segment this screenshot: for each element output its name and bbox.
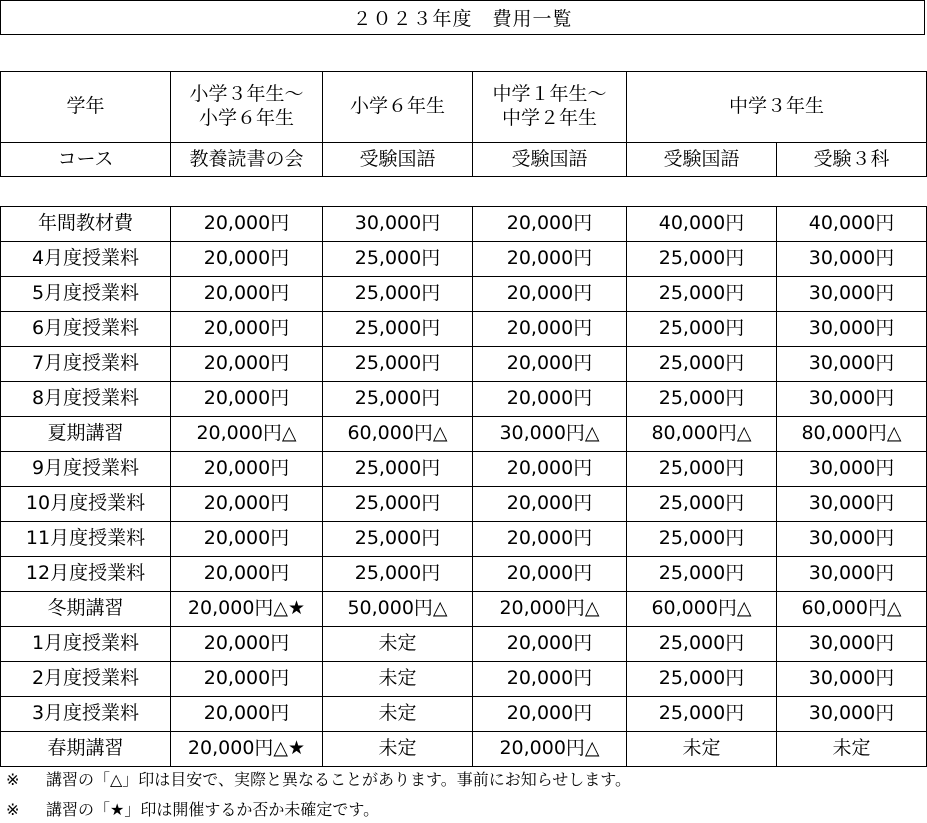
fee-cell: 25,000円 bbox=[323, 487, 473, 522]
fee-cell: 未定 bbox=[627, 732, 777, 767]
fee-cell: 40,000円 bbox=[627, 207, 777, 242]
table-row bbox=[1, 207, 927, 242]
fee-cell: 25,000円 bbox=[323, 242, 473, 277]
row-label: 春期講習 bbox=[1, 732, 171, 767]
row-label: 夏期講習 bbox=[1, 417, 171, 452]
fee-cell: 20,000円 bbox=[171, 697, 323, 732]
row-label: 8月度授業料 bbox=[1, 382, 171, 417]
fee-cell: 30,000円 bbox=[777, 242, 927, 277]
fee-cell: 30,000円 bbox=[777, 382, 927, 417]
fee-cell: 20,000円△ bbox=[473, 592, 627, 627]
table-row bbox=[1, 417, 927, 452]
page-title: ２０２３年度 費用一覧 bbox=[0, 0, 925, 35]
grade-cell: 中学３年生 bbox=[627, 72, 927, 143]
fee-cell: 30,000円 bbox=[777, 627, 927, 662]
fee-cell: 20,000円 bbox=[473, 627, 627, 662]
row-label: 1月度授業料 bbox=[1, 627, 171, 662]
row-label: 7月度授業料 bbox=[1, 347, 171, 382]
fee-cell: 20,000円 bbox=[473, 277, 627, 312]
fee-cell: 20,000円 bbox=[171, 277, 323, 312]
fee-cell: 20,000円 bbox=[473, 312, 627, 347]
fee-cell: 80,000円△ bbox=[627, 417, 777, 452]
fee-cell: 20,000円△ bbox=[473, 732, 627, 767]
fee-cell: 20,000円 bbox=[473, 242, 627, 277]
fee-cell: 20,000円 bbox=[171, 522, 323, 557]
note-triangle bbox=[6, 767, 631, 790]
table-row bbox=[1, 277, 927, 312]
note-text: 講習の「★」印は開催するか否か未確定です。 bbox=[46, 800, 380, 819]
fee-cell: 25,000円 bbox=[627, 452, 777, 487]
fee-cell: 25,000円 bbox=[627, 277, 777, 312]
course-cell: 受験国語 bbox=[627, 143, 777, 177]
table-row bbox=[1, 627, 927, 662]
fee-cell: 60,000円△ bbox=[627, 592, 777, 627]
row-label: 11月度授業料 bbox=[1, 522, 171, 557]
course-cell: 受験国語 bbox=[473, 143, 627, 177]
course-label: コース bbox=[1, 143, 171, 177]
fee-cell: 20,000円 bbox=[171, 627, 323, 662]
fee-cell: 60,000円△ bbox=[777, 592, 927, 627]
table-row bbox=[1, 452, 927, 487]
table-row bbox=[1, 382, 927, 417]
row-label: 6月度授業料 bbox=[1, 312, 171, 347]
fee-cell: 未定 bbox=[323, 697, 473, 732]
table-row bbox=[1, 487, 927, 522]
row-label: 年間教材費 bbox=[1, 207, 171, 242]
fee-cell: 20,000円 bbox=[171, 312, 323, 347]
fee-cell: 20,000円 bbox=[171, 662, 323, 697]
course-cell: 受験３科 bbox=[777, 143, 927, 177]
fee-cell: 20,000円 bbox=[171, 242, 323, 277]
grade-row bbox=[1, 72, 927, 143]
grade-cell: 小学６年生 bbox=[323, 72, 473, 143]
row-label: 4月度授業料 bbox=[1, 242, 171, 277]
fee-cell: 30,000円 bbox=[323, 207, 473, 242]
fee-cell: 20,000円 bbox=[473, 557, 627, 592]
fee-cell: 未定 bbox=[777, 732, 927, 767]
fee-cell: 20,000円 bbox=[171, 207, 323, 242]
fee-cell: 30,000円△ bbox=[473, 417, 627, 452]
fee-cell: 25,000円 bbox=[627, 242, 777, 277]
fee-cell: 20,000円 bbox=[473, 452, 627, 487]
fee-cell: 25,000円 bbox=[323, 312, 473, 347]
course-row bbox=[1, 143, 927, 177]
fee-cell: 20,000円 bbox=[473, 697, 627, 732]
fee-cell: 30,000円 bbox=[777, 662, 927, 697]
fee-cell: 25,000円 bbox=[627, 627, 777, 662]
fee-cell: 20,000円 bbox=[473, 207, 627, 242]
fee-cell: 25,000円 bbox=[627, 522, 777, 557]
fee-cell: 20,000円 bbox=[473, 347, 627, 382]
fee-cell: 20,000円 bbox=[473, 487, 627, 522]
table-row bbox=[1, 592, 927, 627]
table-row bbox=[1, 312, 927, 347]
table-row bbox=[1, 697, 927, 732]
fee-cell: 30,000円 bbox=[777, 452, 927, 487]
course-cell: 教養読書の会 bbox=[171, 143, 323, 177]
fee-cell: 未定 bbox=[323, 732, 473, 767]
fee-cell: 25,000円 bbox=[627, 312, 777, 347]
fee-cell: 30,000円 bbox=[777, 522, 927, 557]
fee-cell: 50,000円△ bbox=[323, 592, 473, 627]
fee-cell: 25,000円 bbox=[323, 557, 473, 592]
note-mark: ※ bbox=[6, 770, 20, 789]
note-text: 講習の「△」印は目安で、実際と異なることがあります。事前にお知らせします。 bbox=[46, 770, 631, 789]
fee-table bbox=[0, 206, 927, 767]
fee-cell: 25,000円 bbox=[627, 697, 777, 732]
row-label: 3月度授業料 bbox=[1, 697, 171, 732]
grade-label: 学年 bbox=[1, 72, 171, 143]
fee-cell: 30,000円 bbox=[777, 697, 927, 732]
fee-cell: 40,000円 bbox=[777, 207, 927, 242]
fee-cell: 25,000円 bbox=[627, 382, 777, 417]
fee-cell: 未定 bbox=[323, 627, 473, 662]
fee-cell: 20,000円 bbox=[171, 487, 323, 522]
fee-cell: 30,000円 bbox=[777, 312, 927, 347]
fee-cell: 25,000円 bbox=[323, 347, 473, 382]
fee-cell: 20,000円△ bbox=[171, 417, 323, 452]
fee-cell: 25,000円 bbox=[323, 452, 473, 487]
fee-cell: 30,000円 bbox=[777, 347, 927, 382]
fee-cell: 25,000円 bbox=[323, 382, 473, 417]
row-label: 5月度授業料 bbox=[1, 277, 171, 312]
fee-cell: 20,000円 bbox=[171, 347, 323, 382]
table-row bbox=[1, 347, 927, 382]
course-cell: 受験国語 bbox=[323, 143, 473, 177]
fee-cell: 25,000円 bbox=[323, 522, 473, 557]
fee-cell: 20,000円△★ bbox=[171, 732, 323, 767]
row-label: 冬期講習 bbox=[1, 592, 171, 627]
fee-cell: 30,000円 bbox=[777, 277, 927, 312]
row-label: 2月度授業料 bbox=[1, 662, 171, 697]
grade-cell: 中学１年生～ 中学２年生 bbox=[473, 72, 627, 143]
row-label: 9月度授業料 bbox=[1, 452, 171, 487]
fee-cell: 20,000円 bbox=[473, 662, 627, 697]
fee-cell: 60,000円△ bbox=[323, 417, 473, 452]
fee-cell: 80,000円△ bbox=[777, 417, 927, 452]
note-mark: ※ bbox=[6, 800, 20, 819]
fee-cell: 20,000円 bbox=[171, 452, 323, 487]
fee-cell: 25,000円 bbox=[627, 347, 777, 382]
table-row bbox=[1, 557, 927, 592]
header-table bbox=[0, 71, 927, 177]
grade-cell: 小学３年生～ 小学６年生 bbox=[171, 72, 323, 143]
fee-cell: 30,000円 bbox=[777, 557, 927, 592]
table-row bbox=[1, 662, 927, 697]
table-row bbox=[1, 242, 927, 277]
table-row bbox=[1, 522, 927, 557]
fee-cell: 20,000円△★ bbox=[171, 592, 323, 627]
fee-cell: 30,000円 bbox=[777, 487, 927, 522]
fee-cell: 25,000円 bbox=[627, 487, 777, 522]
fee-cell: 25,000円 bbox=[323, 277, 473, 312]
row-label: 12月度授業料 bbox=[1, 557, 171, 592]
table-row bbox=[1, 732, 927, 767]
fee-cell: 未定 bbox=[323, 662, 473, 697]
fee-cell: 25,000円 bbox=[627, 662, 777, 697]
note-star bbox=[6, 797, 379, 820]
row-label: 10月度授業料 bbox=[1, 487, 171, 522]
fee-cell: 20,000円 bbox=[171, 557, 323, 592]
fee-cell: 25,000円 bbox=[627, 557, 777, 592]
fee-cell: 20,000円 bbox=[171, 382, 323, 417]
fee-cell: 20,000円 bbox=[473, 382, 627, 417]
fee-cell: 20,000円 bbox=[473, 522, 627, 557]
